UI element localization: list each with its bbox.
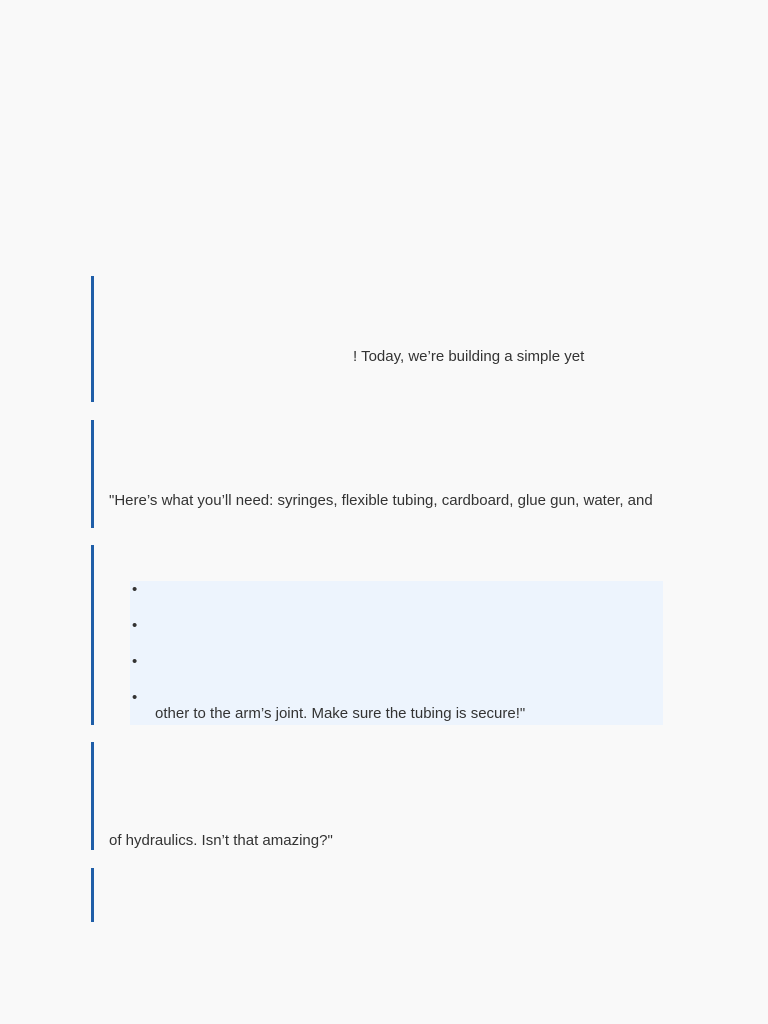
materials-text: "Here’s what you’ll need: syringes, flexible tubing, cardboard, glue gun, water, and	[109, 492, 653, 509]
list-bullet: •	[132, 581, 138, 598]
intro-text: ! Today, we’re building a simple yet	[353, 348, 585, 365]
list-bullet: •	[132, 653, 138, 670]
hydraulics-quote-block	[91, 742, 664, 850]
materials-quote-block	[91, 420, 664, 528]
closing-quote-block	[91, 868, 664, 922]
list-bullet: •	[132, 689, 138, 706]
steps-list	[130, 581, 663, 725]
intro-quote-block	[91, 276, 664, 402]
steps-quote-block	[91, 545, 664, 725]
hydraulics-text: of hydraulics. Isn’t that amazing?"	[109, 832, 333, 849]
list-bullet: •	[132, 617, 138, 634]
list-item-step-4-text: other to the arm’s joint. Make sure the tubing is secure!"	[155, 705, 526, 722]
